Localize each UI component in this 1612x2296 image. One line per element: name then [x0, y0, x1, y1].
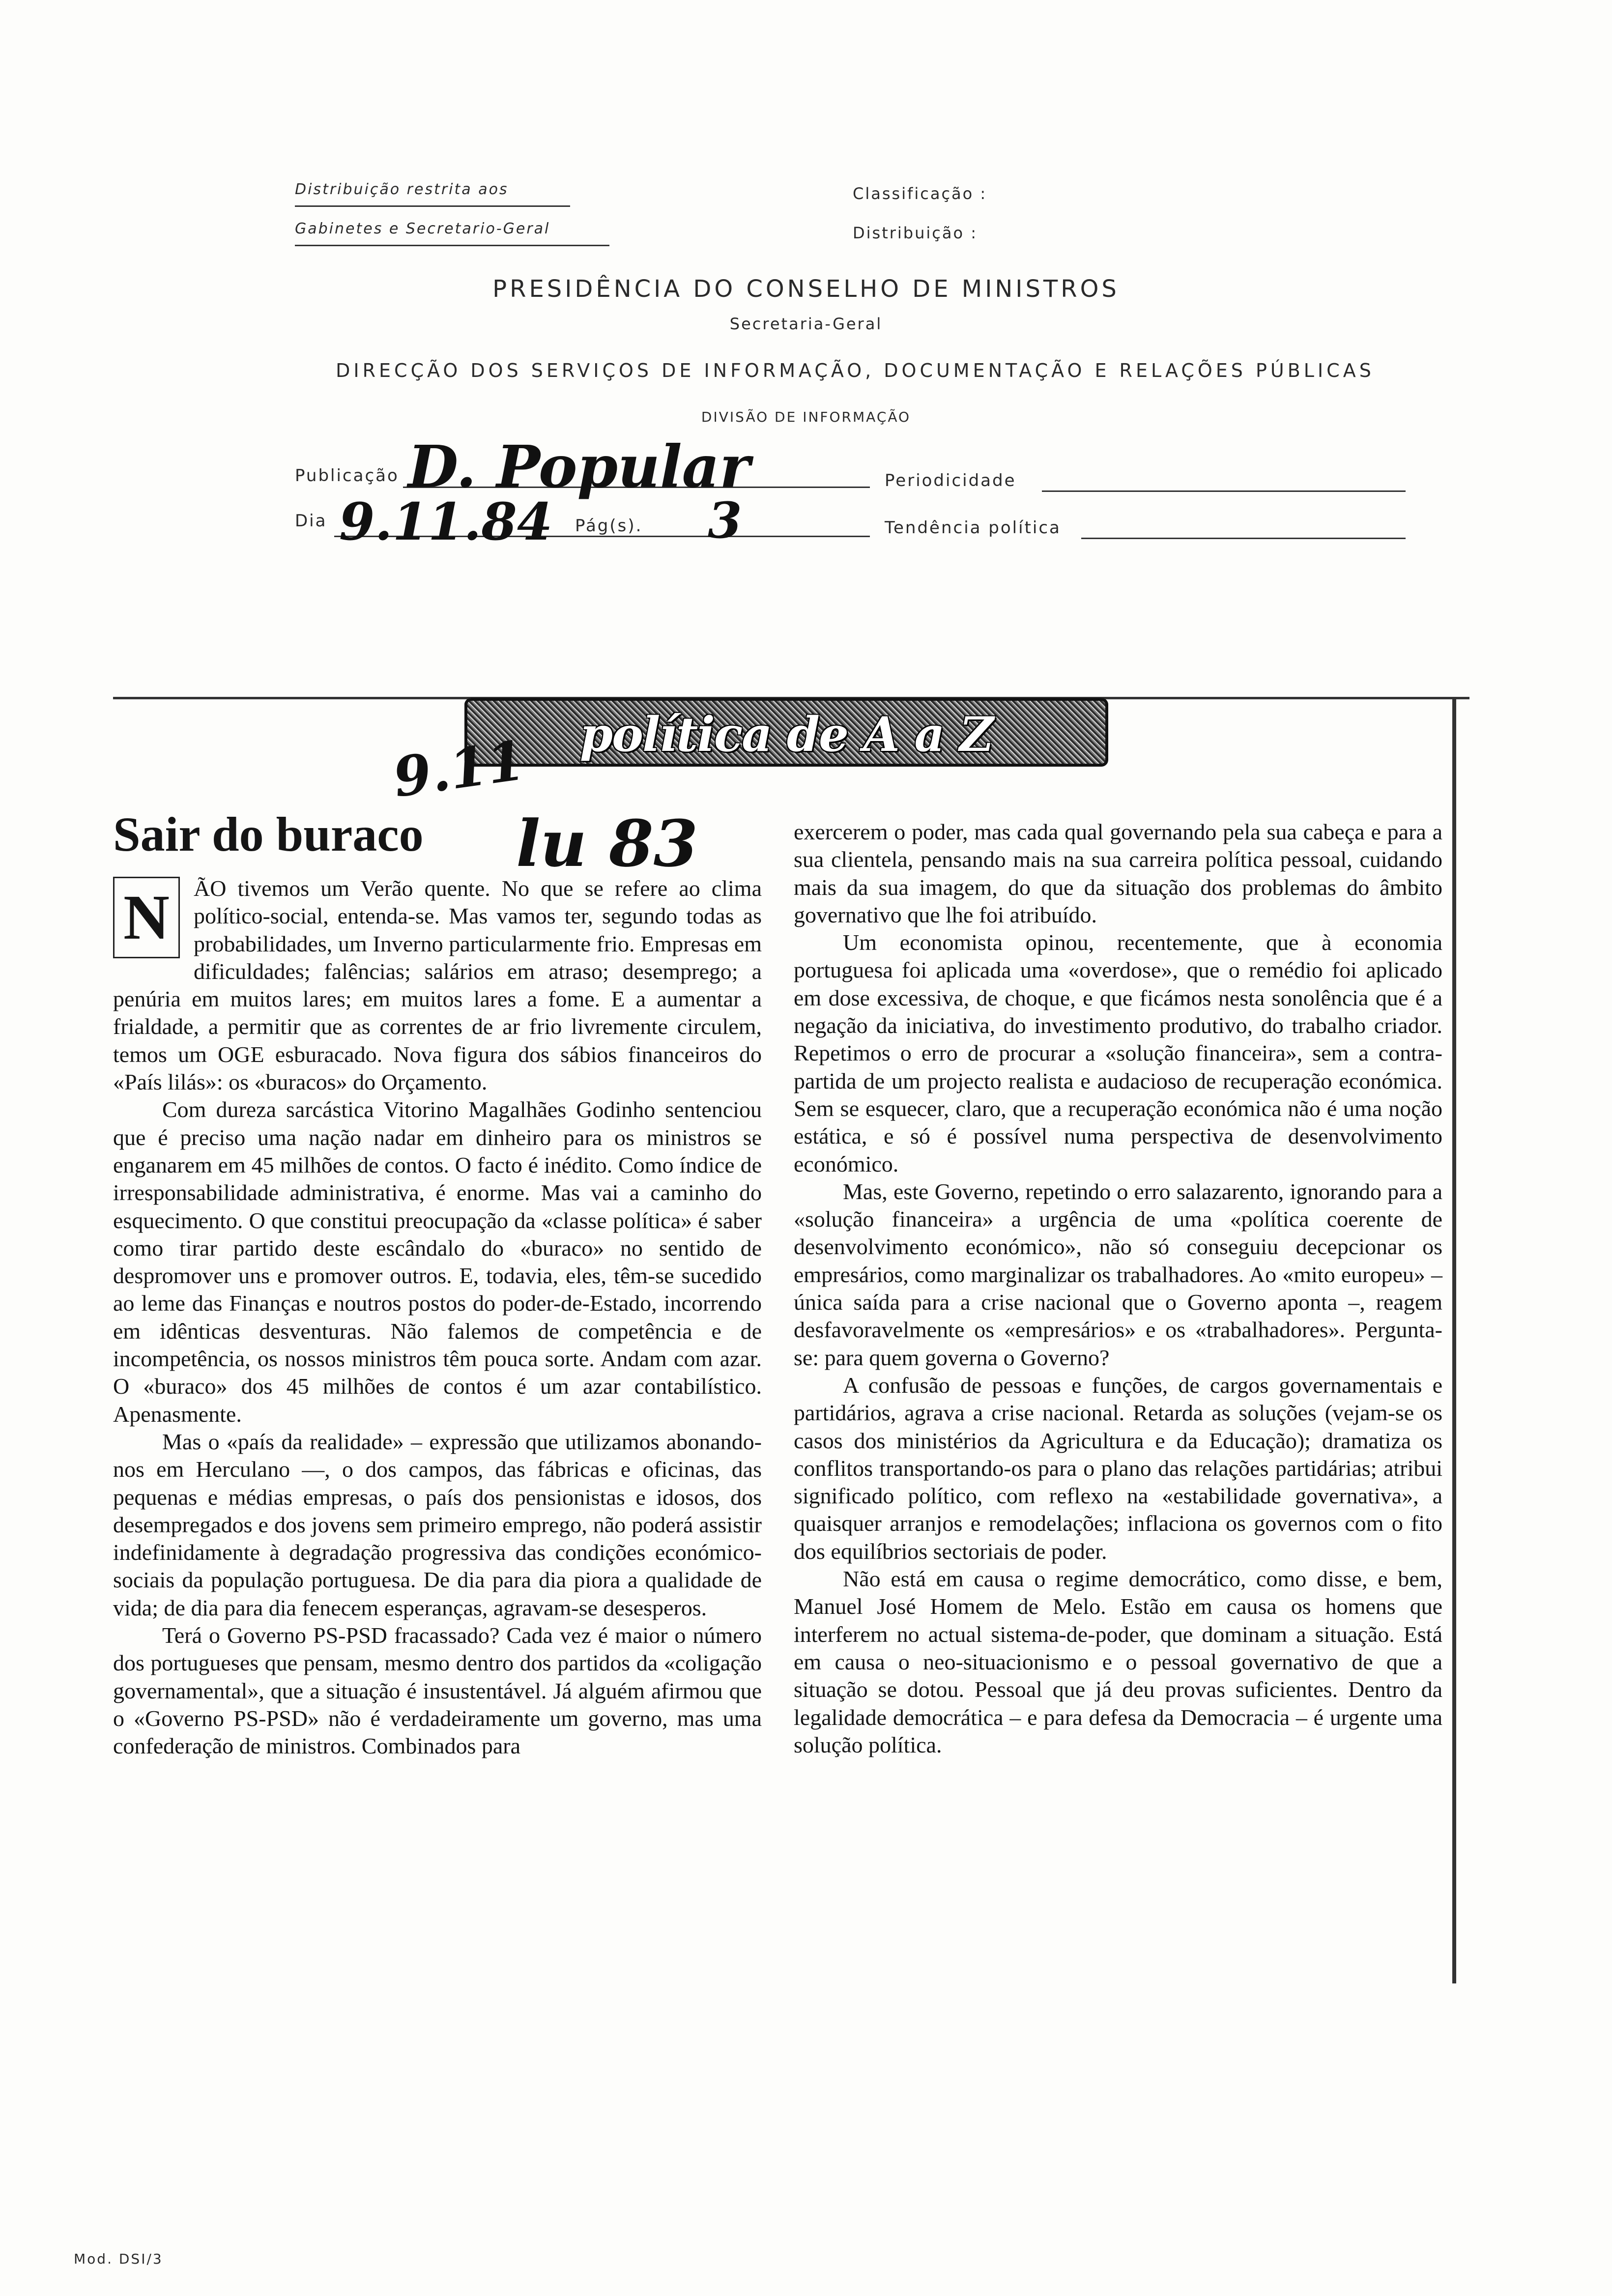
periodicidade-label: Periodicidade — [885, 471, 1016, 490]
periodicidade-line — [1042, 490, 1406, 492]
paragraph-3: Mas o «país da realidade» – expressão que utilizamos abonando-nos em Herculano —, o dos campos, das fábricas e oficinas, das pequenas e médias empresas, o país dos pensionistas e idosos, dos desempregados e dos jovens sem primeiro emprego, não poderá assistir indefinidamente à degradação progressiva das condições económico-sociais da população portuguesa. De dia para dia piora a qualidade de vida; de dia para dia fenecem esperanças, agravam-se desesperos. — [113, 1429, 762, 1620]
article-title: Sair do buraco — [113, 807, 424, 861]
distribuicao-label: Distribuição : — [853, 224, 978, 242]
pags-label: Pág(s). — [575, 516, 643, 536]
secretaria: Secretaria-Geral — [729, 315, 883, 333]
distribution-note: Distribuição restrita aos — [295, 181, 509, 198]
gabinetes-note: Gabinetes e Secretario-Geral — [295, 220, 550, 237]
paragraph-1-text: ÃO tivemos um Verão quente. No que se refere ao clima político-social, entenda-se. Mas vamos ter, segundo todas as probabilidades, um Inverno particularmente frio. Empresas em dificuldades; falências; salários em atraso; desemprego; a penúria em muitos lares; em muitos lares a fome. E a aumentar a frialdade, a permitir que as correntes de ar frio livremente circulem, temos um OGE esburacado. Nova figura dos sábios financeiros do «País lilás»: os «buracos» do Orçamento. — [113, 876, 762, 1095]
paragraph-1 — [113, 875, 762, 1096]
paragraph-6: Um economista opinou, recentemente, que à economia portuguesa foi aplicada uma «overdose», que o remédio foi aplicado em dose excessiva, de choque, e que ficámos nesta sonolência que é a negação da iniciativa, do investimento produtivo, do trabalho criador. Repetimos o erro de procurar a «solução financeira», sem a contra-partida de um projecto realista e audacioso de recuperação económica. Sem se esquecer, claro, que a recuperação económica não é uma noção estática, e só é possível numa perspectiva de desenvolvimento económico. — [794, 930, 1442, 1177]
section-banner — [464, 698, 1108, 767]
paragraph-7: Mas, este Governo, repetindo o erro salazarento, ignorando para a «solução financeira» a urgência de uma «política coerente de desenvolvimento económico», não só conseguiu decepcionar os empresários, como marginalizar os trabalhadores. Ao «mito europeu» – única saída para a crise nacional que o Governo aponta –, reagem desfavoravelmente os «empresários» e os «trabalhadores». Pergunta-se: para quem governa o Governo? — [794, 1178, 1442, 1370]
classificacao-label: Classificação : — [853, 184, 987, 203]
publicacao-label: Publicação — [295, 466, 399, 486]
right-rule — [1452, 697, 1456, 1983]
form-model-code: Mod. DSI/3 — [74, 2251, 163, 2267]
org-title: PRESIDÊNCIA DO CONSELHO DE MINISTROS — [492, 275, 1120, 303]
tendencia-line — [1081, 538, 1406, 539]
paragraph-9: Não está em causa o regime democrático, como disse, e bem, Manuel José Homem de Melo. Estão em causa os homens que interferem no actual sistema-de-poder, que dominam a situação. Está em causa o neo-situacionismo e o pessoal governativo de que a situação se dotou. Pessoal que já deu provas suficientes. Dentro da legalidade democrática – e para defesa da Democracia – é urgente uma solução política. — [794, 1566, 1442, 1757]
tendencia-label: Tendência política — [885, 518, 1061, 538]
dia-label: Dia — [295, 511, 327, 531]
handwritten-date: 9.11 — [389, 728, 529, 810]
article-column-1 — [113, 875, 762, 1760]
paragraph-2: Com dureza sarcástica Vitorino Magalhães Godinho sentenciou que é preciso uma nação nadar em dinheiro para os ministros se enganarem em 45 milhões de contos. O facto é inédito. Como índice de irresponsabilidade administrativa, é enorme. Mas vai a caminho do esquecimento. O que constitui preocupação da «classe política» é saber como tirar partido deste escândalo do «buraco» no sentido de despromover uns e promover outros. E, todavia, eles, têm-se sucedido ao leme das Finanças e noutros postos do poder-de-Estado, incorrendo em idênticas desventuras. Não falemos de competência e de incompetência, os nossos ministros têm pouca sorte. Andam com azar. O «buraco» dos 45 milhões de contos é um azar contabilístico. Apenasmente. — [113, 1097, 762, 1427]
dropcap: N — [113, 877, 180, 958]
paragraph-4: Terá o Governo PS-PSD fracassado? Cada vez é maior o número dos portugueses que pensam, mesmo dentro dos partidos da «coligação governamental», que a situação é insustentável. Já alguém afirmou que o «Governo PS-PSD» não é verdadeiramente um governo, mas uma confederação de ministros. Combinados para — [113, 1623, 762, 1759]
underline-1 — [295, 205, 570, 207]
divisao: DIVISÃO DE INFORMAÇÃO — [701, 409, 911, 425]
banner-title: política de A a Z — [579, 707, 993, 762]
article-column-2 — [794, 818, 1442, 1759]
paragraph-5: exercerem o poder, mas cada qual governando pela sua cabeça e para a sua clientela, pensando mais na sua carreira política pessoal, cuidando mais da sua imagem, do que da situação dos problemas do âmbito governativo que lhe foi atribuído. — [794, 819, 1442, 927]
pags-value: 3 — [708, 491, 742, 549]
underline-2 — [295, 245, 609, 246]
handwritten-margin-note: lu 83 — [516, 806, 698, 881]
paragraph-8: A confusão de pessoas e funções, de cargos governamentais e partidários, agrava a crise nacional. Retarda as soluções (vejam-se os casos dos ministérios da Agricultura e da Educação); dramatiza os conflitos transportando-os para o plano das relações partidárias; atribui significado político, com reflexo na «estabilidade governativa», a quaisquer arranjos e remodelações; inflaciona os governos com o fito dos equilíbrios sectoriais de poder. — [794, 1372, 1442, 1564]
publicacao-value: D. Popular — [408, 432, 750, 501]
direccao: DIRECÇÃO DOS SERVIÇOS DE INFORMAÇÃO, DOCUMENTAÇÃO E RELAÇÕES PÚBLICAS — [336, 360, 1375, 381]
dia-value: 9.11.84 — [339, 491, 553, 552]
